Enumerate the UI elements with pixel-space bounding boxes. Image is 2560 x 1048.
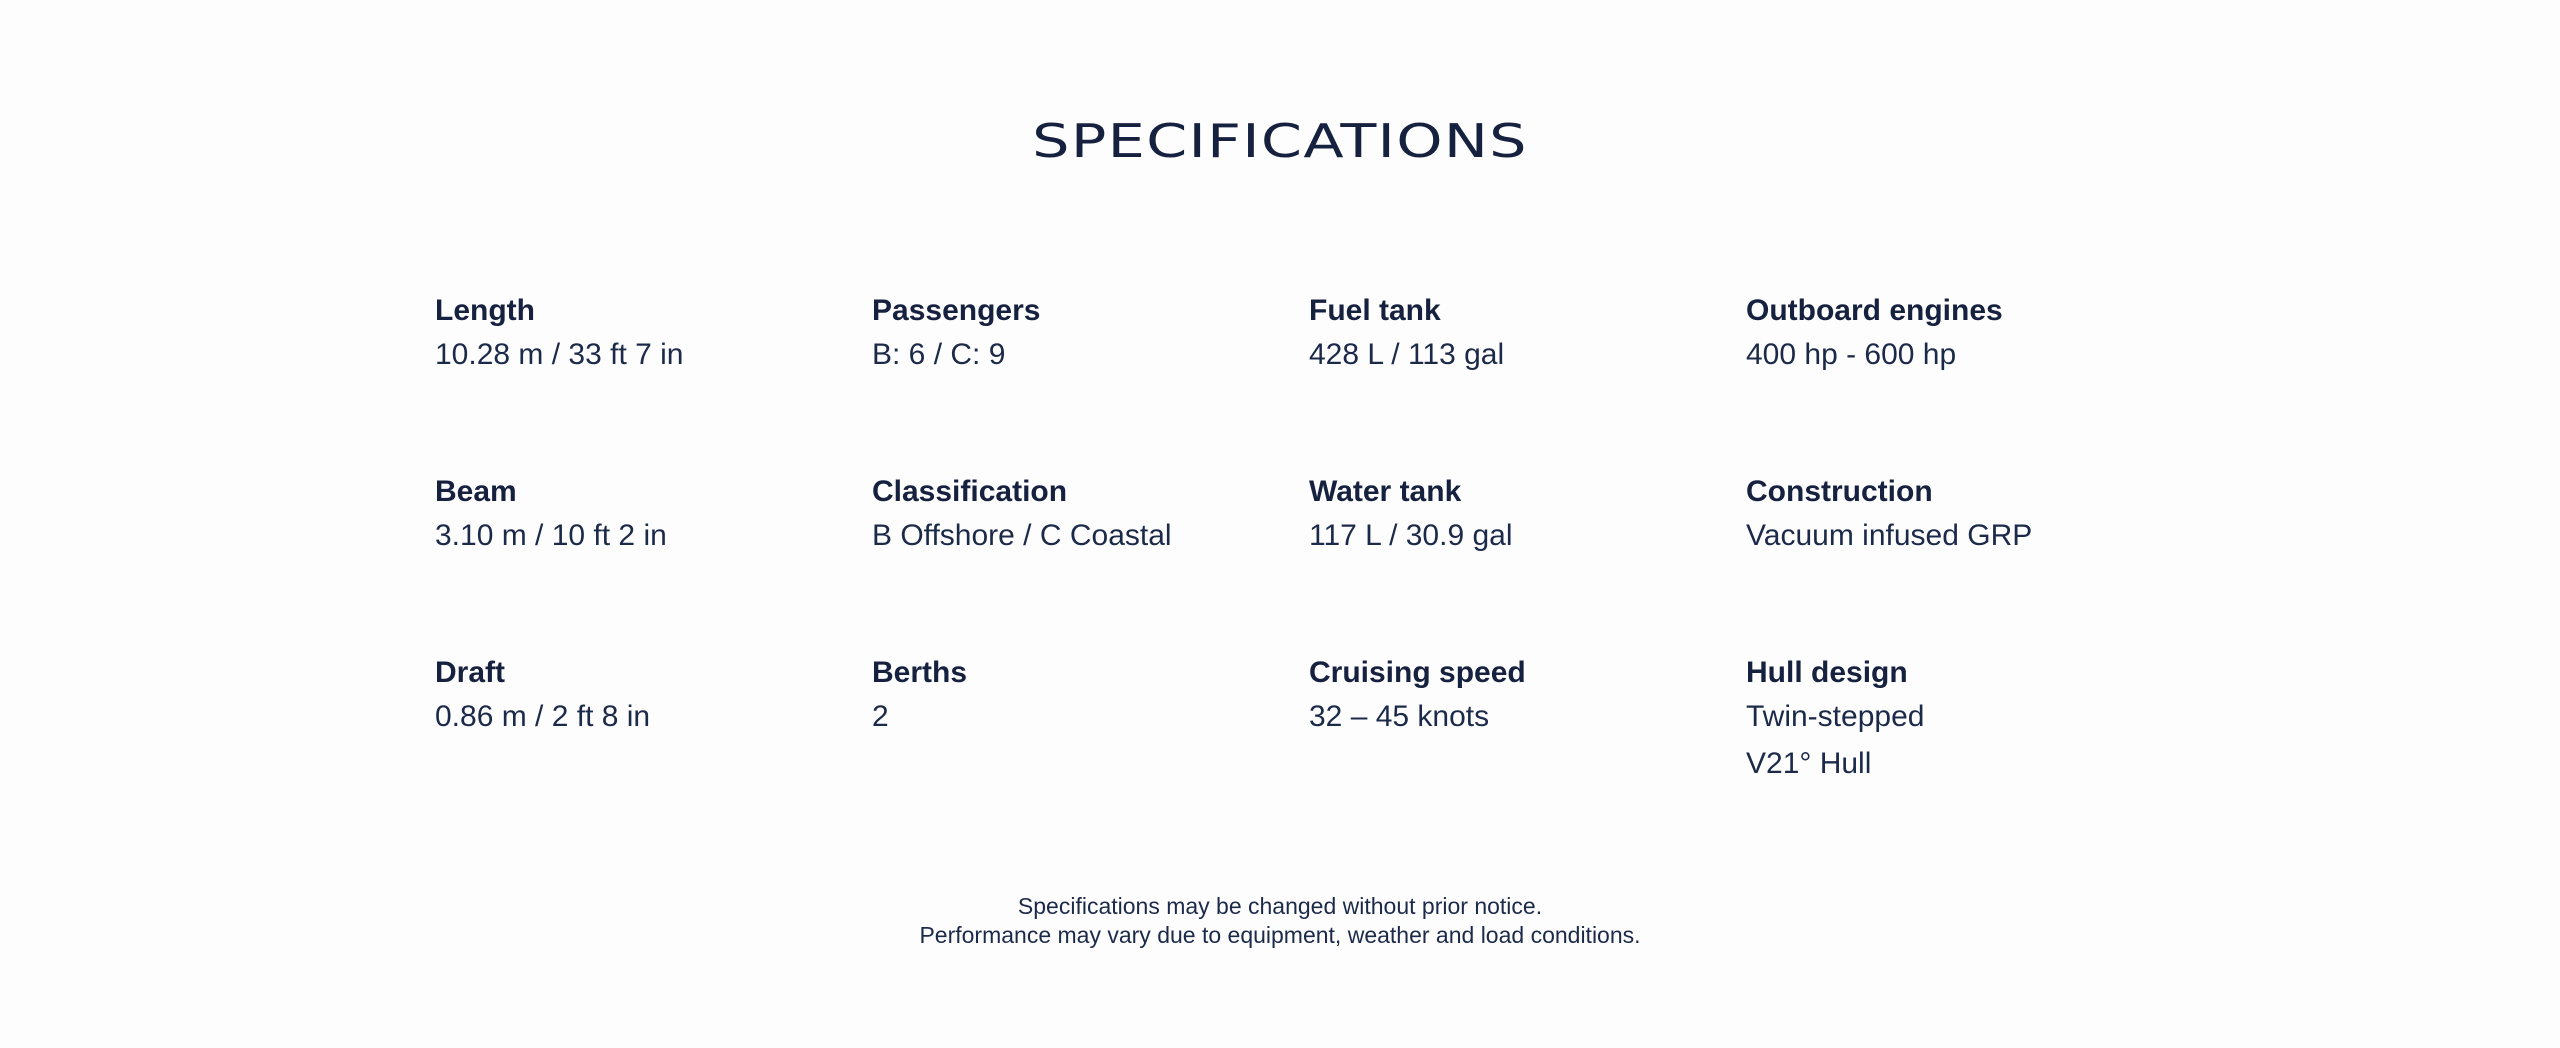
spec-length	[435, 291, 872, 472]
spec-label: Draft	[435, 656, 506, 689]
spec-beam	[435, 472, 872, 653]
spec-label: Passengers	[872, 294, 1041, 327]
spec-value: 400 hp - 600 hp	[1746, 338, 1957, 371]
spec-label: Beam	[435, 475, 517, 508]
spec-value: B: 6 / C: 9	[872, 338, 1006, 371]
spec-value: Vacuum infused GRP	[1746, 519, 2033, 552]
spec-value: 3.10 m / 10 ft 2 in	[435, 519, 667, 552]
spec-label: Berths	[872, 656, 968, 689]
spec-label: Fuel tank	[1309, 294, 1441, 327]
disclaimer-line: Performance may vary due to equipment, weather and load conditions.	[919, 922, 1641, 948]
spec-label: Construction	[1746, 475, 1933, 508]
spec-value: 117 L / 30.9 gal	[1309, 519, 1513, 552]
spec-label: Classification	[872, 475, 1068, 508]
spec-label: Length	[435, 294, 535, 327]
spec-fuel-tank	[1309, 291, 1746, 472]
page-title: SPECIFICATIONS	[1032, 114, 1528, 168]
spec-value: 428 L / 113 gal	[1309, 338, 1505, 371]
spec-value: Twin-stepped V21° Hull	[1746, 700, 1925, 780]
spec-construction	[1746, 472, 2183, 653]
spec-label: Cruising speed	[1309, 656, 1526, 689]
spec-value: 10.28 m / 33 ft 7 in	[435, 338, 684, 371]
spec-value: 2	[872, 700, 889, 733]
spec-label: Water tank	[1309, 475, 1462, 508]
spec-label: Hull design	[1746, 656, 1908, 689]
spec-berths	[872, 653, 1309, 834]
spec-passengers	[872, 291, 1309, 472]
spec-value: 32 – 45 knots	[1309, 700, 1490, 733]
spec-classification	[872, 472, 1309, 653]
spec-value: B Offshore / C Coastal	[872, 519, 1172, 552]
spec-label: Outboard engines	[1746, 294, 2003, 327]
spec-hull-design	[1746, 653, 2183, 834]
disclaimer-line: Specifications may be changed without prior notice.	[1017, 893, 1543, 919]
specifications-grid	[435, 291, 2185, 834]
spec-outboard-engines	[1746, 291, 2183, 472]
spec-water-tank	[1309, 472, 1746, 653]
spec-value: 0.86 m / 2 ft 8 in	[435, 700, 651, 733]
disclaimer	[0, 892, 2560, 950]
spec-draft	[435, 653, 872, 834]
spec-cruising-speed	[1309, 653, 1746, 834]
